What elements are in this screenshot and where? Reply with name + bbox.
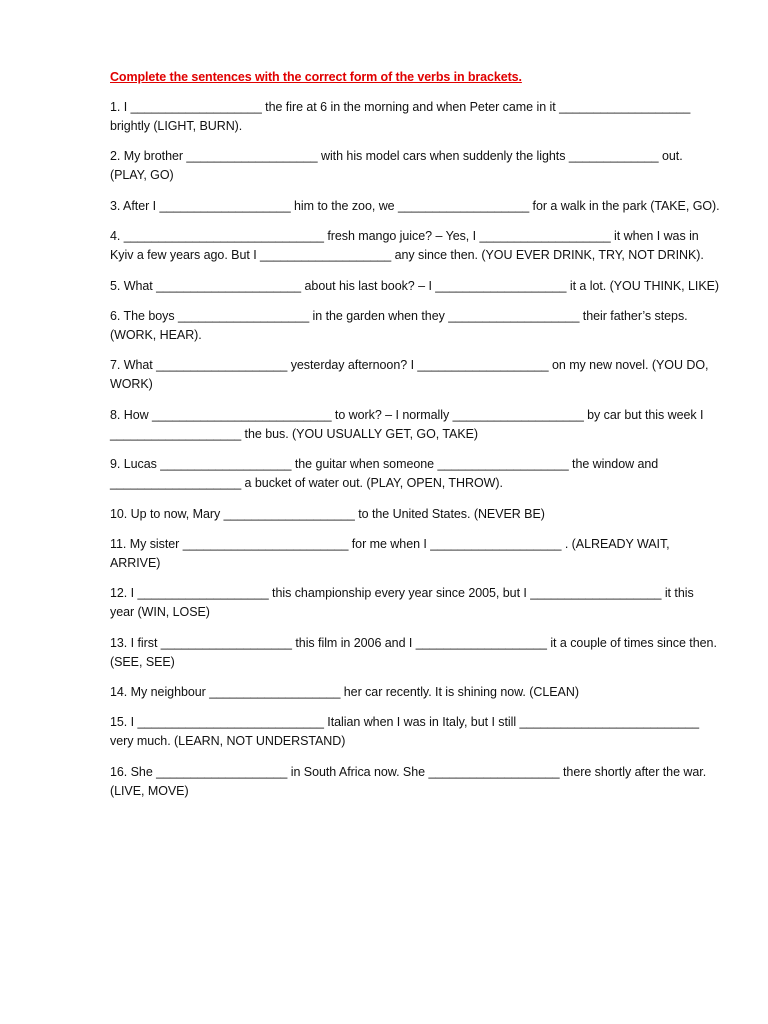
exercise-item-6: 6. The boys ___________________ in the garden when they ___________________ their father’s steps. (WORK, HEAR).: [110, 308, 688, 342]
exercise-item-9: 9. Lucas ___________________ the guitar when someone ___________________ the window and ___________________ a bucket of water out. (PLAY, OPEN, THROW).: [110, 457, 659, 491]
exercise-item-8: 8. How __________________________ to work? – I normally ___________________ by car but this week I ___________________ the bus. (YOU USUALLY GET, GO, TAKE): [110, 407, 704, 441]
exercise-item-11: 11. My sister ________________________ for me when I ___________________ . (ALREADY WAIT, ARRIVE): [110, 536, 670, 570]
worksheet-instruction: Complete the sentences with the correct form of the verbs in brackets.: [110, 70, 522, 84]
exercise-item-13: 13. I first ___________________ this film in 2006 and I ___________________ it a couple of times since then. (SEE, SEE): [110, 635, 717, 669]
exercise-item-16: 16. She ___________________ in South Africa now. She ___________________ there shortly after the war. (LIVE, MOVE): [110, 764, 707, 798]
exercise-item-2: 2. My brother ___________________ with his model cars when suddenly the lights _____________ out. (PLAY, GO): [110, 149, 683, 183]
exercise-item-1: 1. I ___________________ the fire at 6 in the morning and when Peter came in it ___________________ brightly (LIGHT, BURN).: [110, 100, 691, 133]
exercise-item-7: 7. What ___________________ yesterday afternoon? I ___________________ on my new novel. (YOU DO, WORK): [110, 358, 709, 392]
exercise-item-4: 4. _____________________________ fresh mango juice? – Yes, I ___________________ it when I was in Kyiv a few years ago. But I ___________________ any since then. (YOU EVER DRINK, TRY, NOT DRINK).: [110, 229, 704, 263]
exercise-item-15: 15. I ___________________________ Italian when I was in Italy, but I still __________________________ very much. (LEARN, NOT UNDERSTAND): [110, 715, 699, 749]
exercise-item-3: 3. After I ___________________ him to the zoo, we ___________________ for a walk in the park (TAKE, GO).: [110, 198, 720, 213]
exercise-item-12: 12. I ___________________ this championship every year since 2005, but I ___________________ it this year (WIN, LOSE): [110, 586, 694, 620]
worksheet-page: [110, 68, 720, 812]
exercise-item-5: 5. What _____________________ about his last book? – I ___________________ it a lot. (YOU THINK, LIKE): [110, 278, 720, 293]
exercise-item-10: 10. Up to now, Mary ___________________ to the United States. (NEVER BE): [110, 506, 545, 521]
exercise-item-14: 14. My neighbour ___________________ her car recently. It is shining now. (CLEAN): [110, 685, 579, 700]
